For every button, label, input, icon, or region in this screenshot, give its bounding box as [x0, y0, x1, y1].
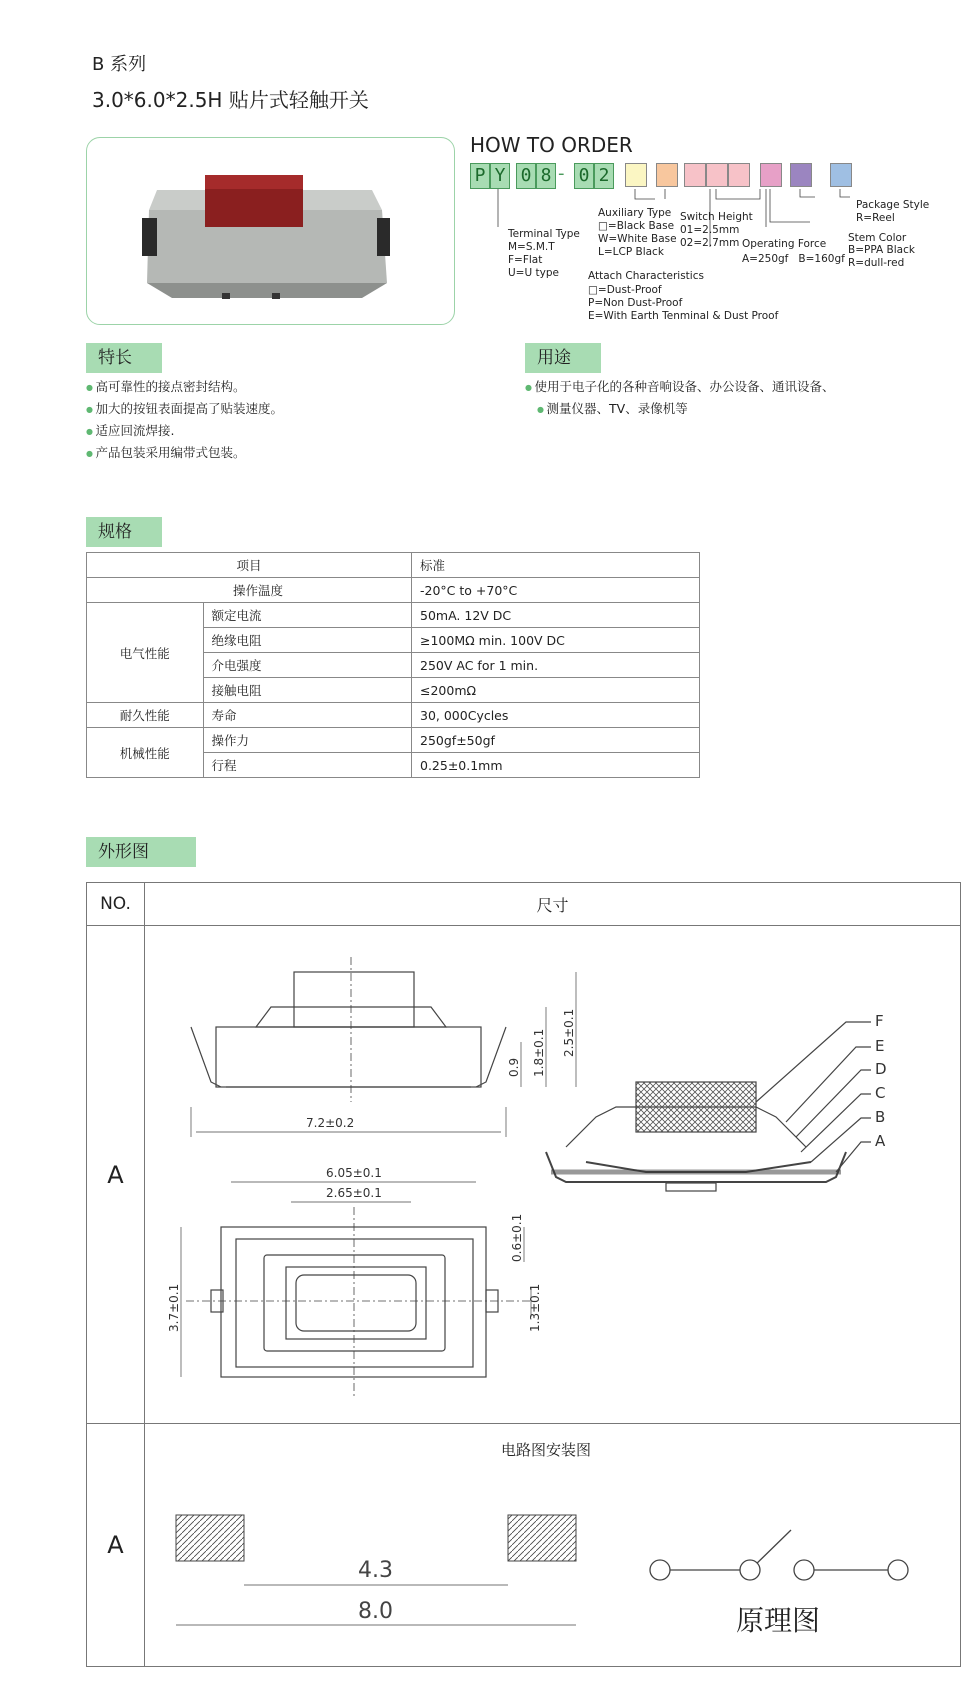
- table-row: [87, 926, 961, 1424]
- dim-w2: 2.65±0.1: [326, 1186, 382, 1200]
- dim-d2: 0.6±0.1: [510, 1213, 524, 1262]
- code-box-height-3: [728, 163, 750, 187]
- code-char-y: Y: [490, 163, 510, 189]
- table-cell: 0.25±0.1mm: [412, 753, 700, 778]
- col-size: 尺寸: [145, 883, 961, 926]
- table-cell: 30, 000Cycles: [412, 703, 700, 728]
- product-title: 3.0*6.0*2.5H 贴片式轻触开关: [92, 88, 369, 112]
- table-cell: ≤200mΩ: [412, 678, 700, 703]
- code-box-attach: [656, 163, 678, 187]
- pad-outer-dim: 8.0: [358, 1599, 393, 1624]
- usage-item: ● 使用于电子化的各种音响设备、办公设备、通讯设备、: [525, 376, 835, 398]
- table-cell: 操作力: [203, 728, 412, 753]
- table-cell: ≥100MΩ min. 100V DC: [412, 628, 700, 653]
- table-cell: 寿命: [203, 703, 412, 728]
- terminal-type-options: M=S.M.T F=Flat U=U type: [508, 241, 559, 279]
- feature-item: ● 适应回流焊接.: [86, 420, 283, 442]
- outline-drawing-cell: [145, 926, 961, 1424]
- table-cell: 机械性能: [87, 728, 204, 778]
- table-cell: 50mA. 12V DC: [412, 603, 700, 628]
- code-box-package: [830, 163, 852, 187]
- layer-b: B: [875, 1108, 886, 1126]
- package-style-options: R=Reel: [856, 212, 895, 224]
- spec-heading: 规格: [86, 517, 162, 547]
- code-box-height-2: [706, 163, 728, 187]
- code-box-height-1: [684, 163, 706, 187]
- product-photo: [86, 137, 455, 325]
- layer-d: D: [875, 1060, 887, 1078]
- dim-d1: 3.7±0.1: [167, 1283, 181, 1332]
- package-style-title: Package Style: [856, 199, 930, 211]
- table-row: [87, 1424, 961, 1667]
- schematic-label: 原理图: [736, 1604, 821, 1637]
- layer-a: A: [875, 1132, 886, 1150]
- table-cell: 绝缘电阻: [203, 628, 412, 653]
- dim-width: 7.2±0.2: [306, 1116, 355, 1130]
- table-cell: -20°C to +70°C: [412, 578, 700, 603]
- dim-h1: 0.9: [507, 1057, 521, 1077]
- spec-table: [86, 552, 700, 778]
- circuit-drawing: [146, 1425, 959, 1665]
- code-dash: -: [558, 163, 565, 184]
- row-a2-label: A: [87, 1424, 145, 1667]
- col-no: NO.: [87, 883, 145, 926]
- stem-color-title: Stem Color: [848, 232, 907, 244]
- stem-color-options: B=PPA Black R=dull-red: [848, 244, 915, 269]
- code-char-0: 0: [516, 163, 536, 189]
- table-cell: 耐久性能: [87, 703, 204, 728]
- table-cell: 接触电阻: [203, 678, 412, 703]
- switch-height-title: Switch Height: [680, 211, 753, 223]
- table-row: [87, 578, 700, 603]
- table-cell: 行程: [203, 753, 412, 778]
- table-row: [87, 728, 700, 753]
- code-char-p: P: [470, 163, 490, 189]
- dim-h3: 2.5±0.1: [562, 1008, 576, 1057]
- table-cell: 电气性能: [87, 603, 204, 703]
- usage-item-cont: ● 测量仪器、TV、录像机等: [525, 398, 835, 420]
- code-char-2: 2: [594, 163, 614, 189]
- terminal-type-title: Terminal Type: [508, 228, 580, 240]
- row-a-label: A: [87, 926, 145, 1424]
- how-to-order-title: HOW TO ORDER: [470, 133, 633, 157]
- pad-right: [508, 1515, 576, 1561]
- table-cell: 额定电流: [203, 603, 412, 628]
- dimension-table: [86, 882, 961, 1667]
- table-cell: [87, 578, 204, 603]
- code-box-stem: [790, 163, 812, 187]
- spec-header-item: 项目: [87, 553, 412, 578]
- attach-title: Attach Characteristics: [588, 270, 704, 282]
- feature-item: ● 产品包装采用编带式包装。: [86, 442, 283, 464]
- outline-drawing: [146, 927, 959, 1422]
- auxiliary-type-options: □=Black Base W=White Base L=LCP Black: [598, 220, 677, 258]
- dim-d3: 1.3±0.1: [528, 1283, 542, 1332]
- operating-force-options: A=250gf B=160gf: [742, 253, 845, 265]
- dim-w1: 6.05±0.1: [326, 1166, 382, 1180]
- feature-item: ● 加大的按钮表面提高了贴装速度。: [86, 398, 283, 420]
- auxiliary-type-title: Auxiliary Type: [598, 207, 672, 219]
- pad-inner-dim: 4.3: [358, 1558, 393, 1583]
- series-label: B 系列: [92, 54, 147, 75]
- table-cell: 操作温度: [203, 578, 412, 603]
- dim-h2: 1.8±0.1: [532, 1028, 546, 1077]
- table-row: [87, 553, 700, 578]
- attach-options: □=Dust-Proof P=Non Dust-Proof E=With Earth Tenminal & Dust Proof: [588, 284, 779, 322]
- features-heading: 特长: [86, 343, 162, 373]
- features-list: [86, 376, 283, 464]
- usage-heading: 用途: [525, 343, 601, 373]
- table-cell: 250V AC for 1 min.: [412, 653, 700, 678]
- spec-header-value: 标准: [412, 553, 700, 578]
- table-row: [87, 703, 700, 728]
- code-char-0b: 0: [574, 163, 594, 189]
- outline-heading: 外形图: [86, 837, 196, 867]
- code-char-8: 8: [536, 163, 556, 189]
- layer-e: E: [875, 1037, 885, 1055]
- pad-left: [176, 1515, 244, 1561]
- switch-height-options: 01=2.5mm 02=2.7mm: [680, 224, 740, 249]
- code-box-force: [760, 163, 782, 187]
- operating-force-title: Operating Force: [742, 238, 827, 250]
- layer-c: C: [875, 1084, 886, 1102]
- code-box-auxiliary: [625, 163, 647, 187]
- table-cell: 250gf±50gf: [412, 728, 700, 753]
- layer-f: F: [875, 1012, 884, 1030]
- circuit-drawing-cell: [145, 1424, 961, 1667]
- table-row: [87, 603, 700, 628]
- feature-item: ● 高可靠性的接点密封结构。: [86, 376, 283, 398]
- table-cell: 介电强度: [203, 653, 412, 678]
- circuit-title: 电路图安装图: [501, 1441, 592, 1459]
- usage-list: [525, 376, 835, 420]
- table-row: [87, 883, 961, 926]
